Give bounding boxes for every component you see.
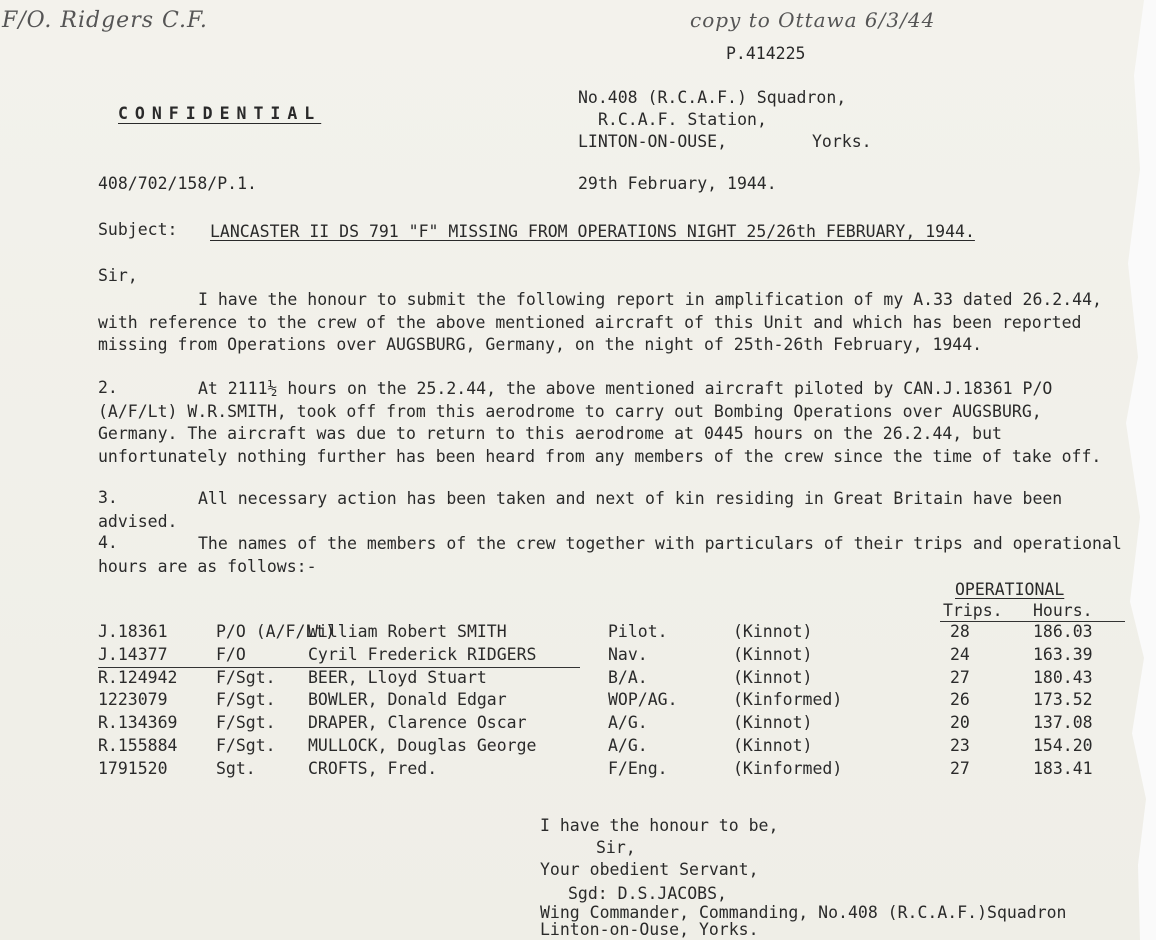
- subject-label: Subject:: [98, 220, 178, 239]
- crew-role: Nav.: [608, 644, 648, 664]
- crew-name: DRAPER, Clarence Oscar: [308, 713, 527, 733]
- crew-trips: 24: [950, 644, 970, 664]
- crew-kin: (Kinnot): [733, 667, 813, 687]
- crew-trips: 27: [950, 758, 970, 778]
- unit-line-1: No.408 (R.C.A.F.) Squadron,: [578, 88, 847, 107]
- paragraph-3-text: All necessary action has been taken and next of kin residing in Great Britain have been advised.: [98, 489, 1063, 531]
- paragraph-4-number: 4.: [98, 533, 118, 552]
- reference-number: P.414225: [726, 44, 806, 63]
- paragraph-1-text: I have the honour to submit the following report in amplification of my A.33 dated 26.2.44, with reference to the crew of the above mentioned aircraft of this Unit and which has been reported missing from Operations over AUGSBURG, Germany, on the night of 25th-26th February, 1944.: [98, 290, 1102, 354]
- crew-number: 1223079: [98, 690, 168, 710]
- handwritten-name-note: F/O. Ridgers C.F.: [2, 8, 208, 33]
- crew-trips: 26: [950, 690, 970, 710]
- crew-name: CROFTS, Fred.: [308, 758, 438, 778]
- paragraph-4-text: The names of the members of the crew together with particulars of their trips and operational hours are as follows:-: [98, 534, 1122, 576]
- crew-kin: (Kinnot): [733, 622, 813, 641]
- crew-rank: F/Sgt.: [216, 736, 276, 755]
- crew-number: J.18361: [98, 622, 168, 641]
- crew-number: R.124942: [98, 667, 178, 687]
- crew-name: Cyril Frederick RIDGERS: [308, 644, 537, 664]
- crew-name: MULLOCK, Douglas George: [308, 736, 537, 755]
- paragraph-1: [98, 289, 1128, 357]
- crew-row: [98, 645, 1118, 667]
- crew-hours: 183.41: [1033, 758, 1093, 778]
- paragraph-2-number: 2.: [98, 378, 118, 397]
- crew-row: [98, 668, 1118, 690]
- crew-kin: (Kinnot): [733, 644, 813, 664]
- crew-number: J.14377: [98, 644, 168, 664]
- crew-name: BEER, Lloyd Stuart: [308, 667, 487, 687]
- crew-rank: F/O: [216, 644, 246, 664]
- letter-date: 29th February, 1944.: [578, 174, 777, 193]
- crew-rank: F/Sgt.: [216, 667, 276, 687]
- crew-hours: 154.20: [1033, 736, 1093, 755]
- crew-hours: 163.39: [1033, 644, 1093, 664]
- salutation: Sir,: [98, 266, 138, 285]
- crew-row: [98, 622, 1118, 644]
- closing-line-2: Sir,: [596, 838, 636, 857]
- col-trips-header: Trips.: [943, 601, 1003, 620]
- crew-hours: 137.08: [1033, 713, 1093, 733]
- crew-row: [98, 759, 1118, 781]
- subject-text: LANCASTER II DS 791 "F" MISSING FROM OPERATIONS NIGHT 25/26th FEBRUARY, 1944.: [210, 222, 975, 241]
- paragraph-2-text: At 2111½ hours on the 25.2.44, the above mentioned aircraft piloted by CAN.J.18361 P/O (A/F/Lt) W.R.SMITH, took off from this aerodrome to carry out Bombing Operations over AUGSBURG, Germany. The aircraft was due to return to this aerodrome at 0445 hours on the 26.2.44, but unfortunately nothing further has been heard from any members of the crew since the time of take off.: [98, 379, 1102, 466]
- crew-rank: F/Sgt.: [216, 690, 276, 710]
- crew-hours: 180.43: [1033, 667, 1093, 687]
- crew-role: A/G.: [608, 713, 648, 733]
- closing-line-5: Wing Commander, Commanding, No.408 (R.C.A.F.)Squadron: [540, 903, 1067, 922]
- crew-trips: 23: [950, 736, 970, 755]
- file-reference: 408/702/158/P.1.: [98, 174, 257, 193]
- crew-row-underline: [98, 667, 580, 668]
- paragraph-3: [98, 488, 1128, 533]
- closing-line-6: Linton-on-Ouse, Yorks.: [540, 920, 759, 939]
- crew-number: R.134369: [98, 713, 178, 733]
- crew-kin: (Kinnot): [733, 736, 813, 755]
- crew-role: A/G.: [608, 736, 648, 755]
- crew-trips: 27: [950, 667, 970, 687]
- col-hours-header: Hours.: [1033, 601, 1093, 620]
- crew-kin: (Kinnot): [733, 713, 813, 733]
- crew-hours: 173.52: [1033, 690, 1093, 710]
- paragraph-3-number: 3.: [98, 488, 118, 507]
- crew-kin: (Kinformed): [733, 690, 843, 710]
- crew-row: [98, 690, 1118, 712]
- crew-number: 1791520: [98, 758, 168, 778]
- crew-rank: F/Sgt.: [216, 713, 276, 733]
- signature-line: Sgd: D.S.JACOBS,: [568, 884, 727, 903]
- paragraph-4: [98, 533, 1128, 578]
- classification-label: CONFIDENTIAL: [118, 104, 322, 123]
- crew-trips: 28: [950, 622, 970, 641]
- crew-role: B/A.: [608, 667, 648, 687]
- crew-kin: (Kinformed): [733, 758, 843, 778]
- closing-line-1: I have the honour to be,: [540, 816, 779, 835]
- unit-line-2: R.C.A.F. Station,: [598, 110, 767, 129]
- crew-name: William Robert SMITH: [308, 622, 507, 641]
- crew-hours: 186.03: [1033, 622, 1093, 641]
- crew-trips: 20: [950, 713, 970, 733]
- handwritten-copy-note: copy to Ottawa 6/3/44: [690, 8, 936, 32]
- crew-row: [98, 736, 1118, 758]
- crew-role: WOP/AG.: [608, 690, 678, 710]
- crew-row: [98, 713, 1118, 735]
- operational-group-header: OPERATIONAL: [955, 580, 1065, 599]
- unit-line-3-county: Yorks.: [812, 132, 872, 151]
- closing-line-3: Your obedient Servant,: [540, 860, 759, 879]
- crew-role: Pilot.: [608, 622, 668, 641]
- crew-role: F/Eng.: [608, 758, 668, 778]
- crew-rank: Sgt.: [216, 758, 256, 778]
- crew-number: R.155884: [98, 736, 178, 755]
- crew-name: BOWLER, Donald Edgar: [308, 690, 507, 710]
- crew-rank: P/O (A/F/Lt): [216, 622, 336, 641]
- paragraph-2: [98, 378, 1128, 468]
- unit-line-3-place: LINTON-ON-OUSE,: [578, 132, 728, 151]
